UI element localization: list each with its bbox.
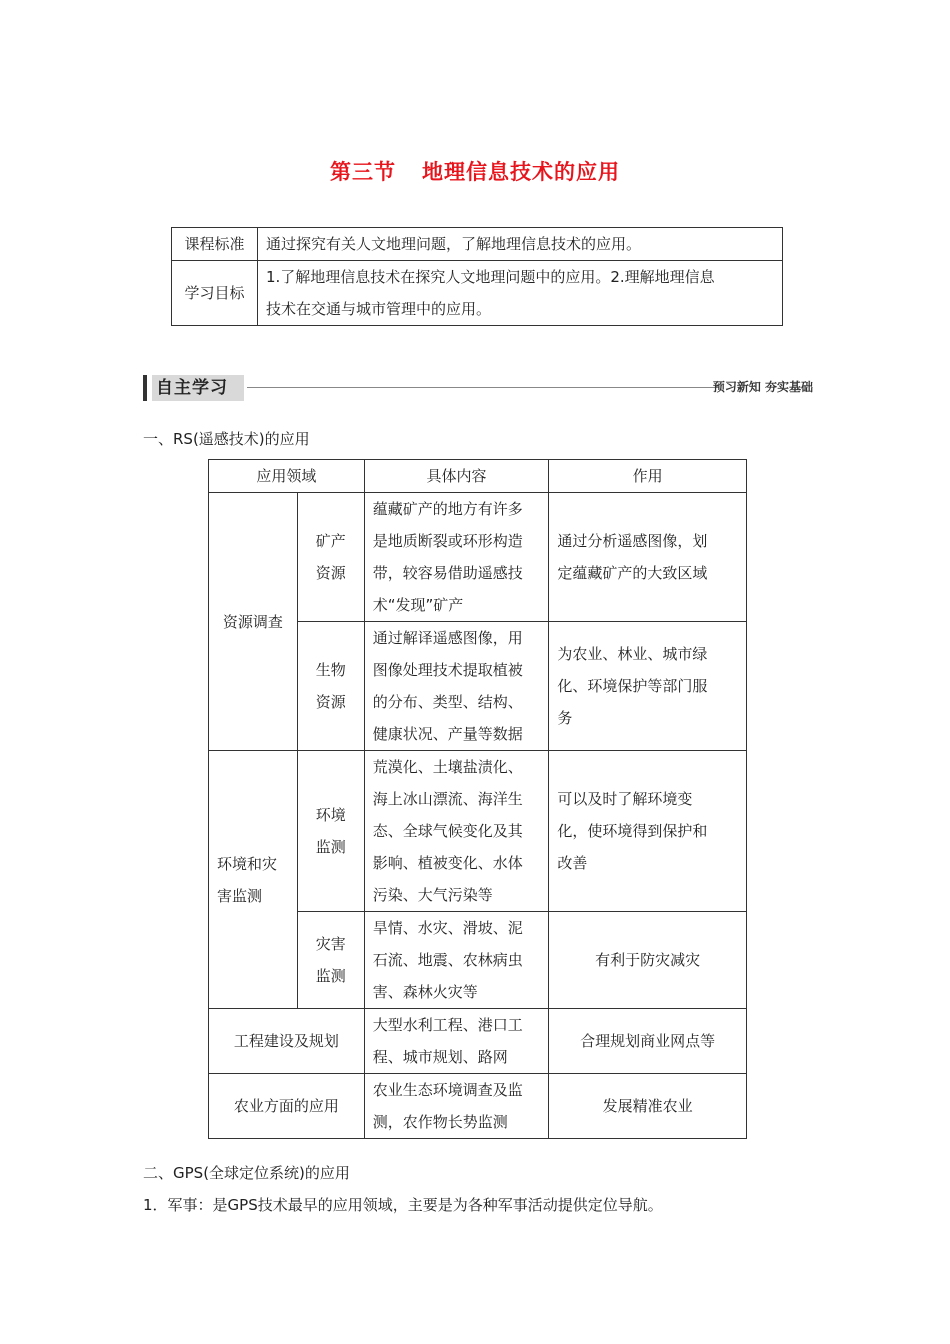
field-cell: 农业方面的应用: [209, 1074, 365, 1139]
sub-field-cell: 矿产 资源: [297, 493, 364, 622]
title-section: 第三节: [330, 160, 396, 184]
effect-cell: 可以及时了解环境变 化，使环境得到保护和 改善: [549, 751, 747, 912]
standards-table: [171, 227, 783, 326]
banner-subtitle: 预习新知 夯实基础: [712, 380, 813, 394]
table-row: [209, 1009, 747, 1074]
effect-cell: 为农业、林业、城市绿 化、环境保护等部门服 务: [549, 622, 747, 751]
field-cell: 环境和灾 害监测: [209, 751, 298, 1009]
column-header: 应用领域: [209, 460, 365, 493]
objectives-value: 1.了解地理信息技术在探究人文地理问题中的应用。2.理解地理信息 技术在交通与城市管理中的应用。: [258, 261, 783, 326]
field-cell: 工程建设及规划: [209, 1009, 365, 1074]
content-cell: 荒漠化、土壤盐渍化、 海上冰山漂流、海洋生 态、全球气候变化及其 影响、植被变化、水体 污染、大气污染等: [364, 751, 549, 912]
banner-label: 自主学习: [152, 375, 244, 401]
content-cell: 旱情、水灾、滑坡、泥 石流、地震、农林病虫 害、森林火灾等: [364, 912, 549, 1009]
table-row: [209, 1074, 747, 1139]
standards-value: 通过探究有关人文地理问题，了解地理信息技术的应用。: [258, 228, 783, 261]
table-row: [209, 751, 747, 912]
table-row: [172, 228, 783, 261]
standards-key: 课程标准: [172, 228, 258, 261]
gps-heading: 二、GPS(全球定位系统)的应用: [143, 1164, 350, 1182]
effect-cell: 通过分析遥感图像，划 定蕴藏矿产的大致区域: [549, 493, 747, 622]
rs-table: [208, 459, 747, 1139]
content-cell: 大型水利工程、港口工 程、城市规划、路网: [364, 1009, 549, 1074]
column-header: 作用: [549, 460, 747, 493]
page-title: [0, 156, 950, 186]
banner-rule: [247, 387, 719, 388]
title-name: 地理信息技术的应用: [422, 160, 620, 184]
content-cell: 蕴藏矿产的地方有许多 是地质断裂或环形构造 带，较容易借助遥感技 术“发现”矿产: [364, 493, 549, 622]
gps-paragraph: 1．军事：是GPS技术最早的应用领域，主要是为各种军事活动提供定位导航。: [143, 1196, 663, 1214]
section-banner: [143, 373, 813, 403]
column-header: 具体内容: [364, 460, 549, 493]
effect-cell: 发展精准农业: [549, 1074, 747, 1139]
content-cell: 通过解译遥感图像，用 图像处理技术提取植被 的分布、类型、结构、 健康状况、产量等数据: [364, 622, 549, 751]
sub-field-cell: 环境 监测: [297, 751, 364, 912]
sub-field-cell: 灾害 监测: [297, 912, 364, 1009]
effect-cell: 有利于防灾减灾: [549, 912, 747, 1009]
field-cell: 资源调查: [209, 493, 298, 751]
effect-cell: 合理规划商业网点等: [549, 1009, 747, 1074]
objectives-key: 学习目标: [172, 261, 258, 326]
table-header-row: [209, 460, 747, 493]
sub-field-cell: 生物 资源: [297, 622, 364, 751]
table-row: [209, 493, 747, 622]
content-cell: 农业生态环境调查及监 测，农作物长势监测: [364, 1074, 549, 1139]
rs-heading: 一、RS(遥感技术)的应用: [143, 430, 310, 448]
banner-bar: [143, 375, 147, 401]
table-row: [172, 261, 783, 326]
